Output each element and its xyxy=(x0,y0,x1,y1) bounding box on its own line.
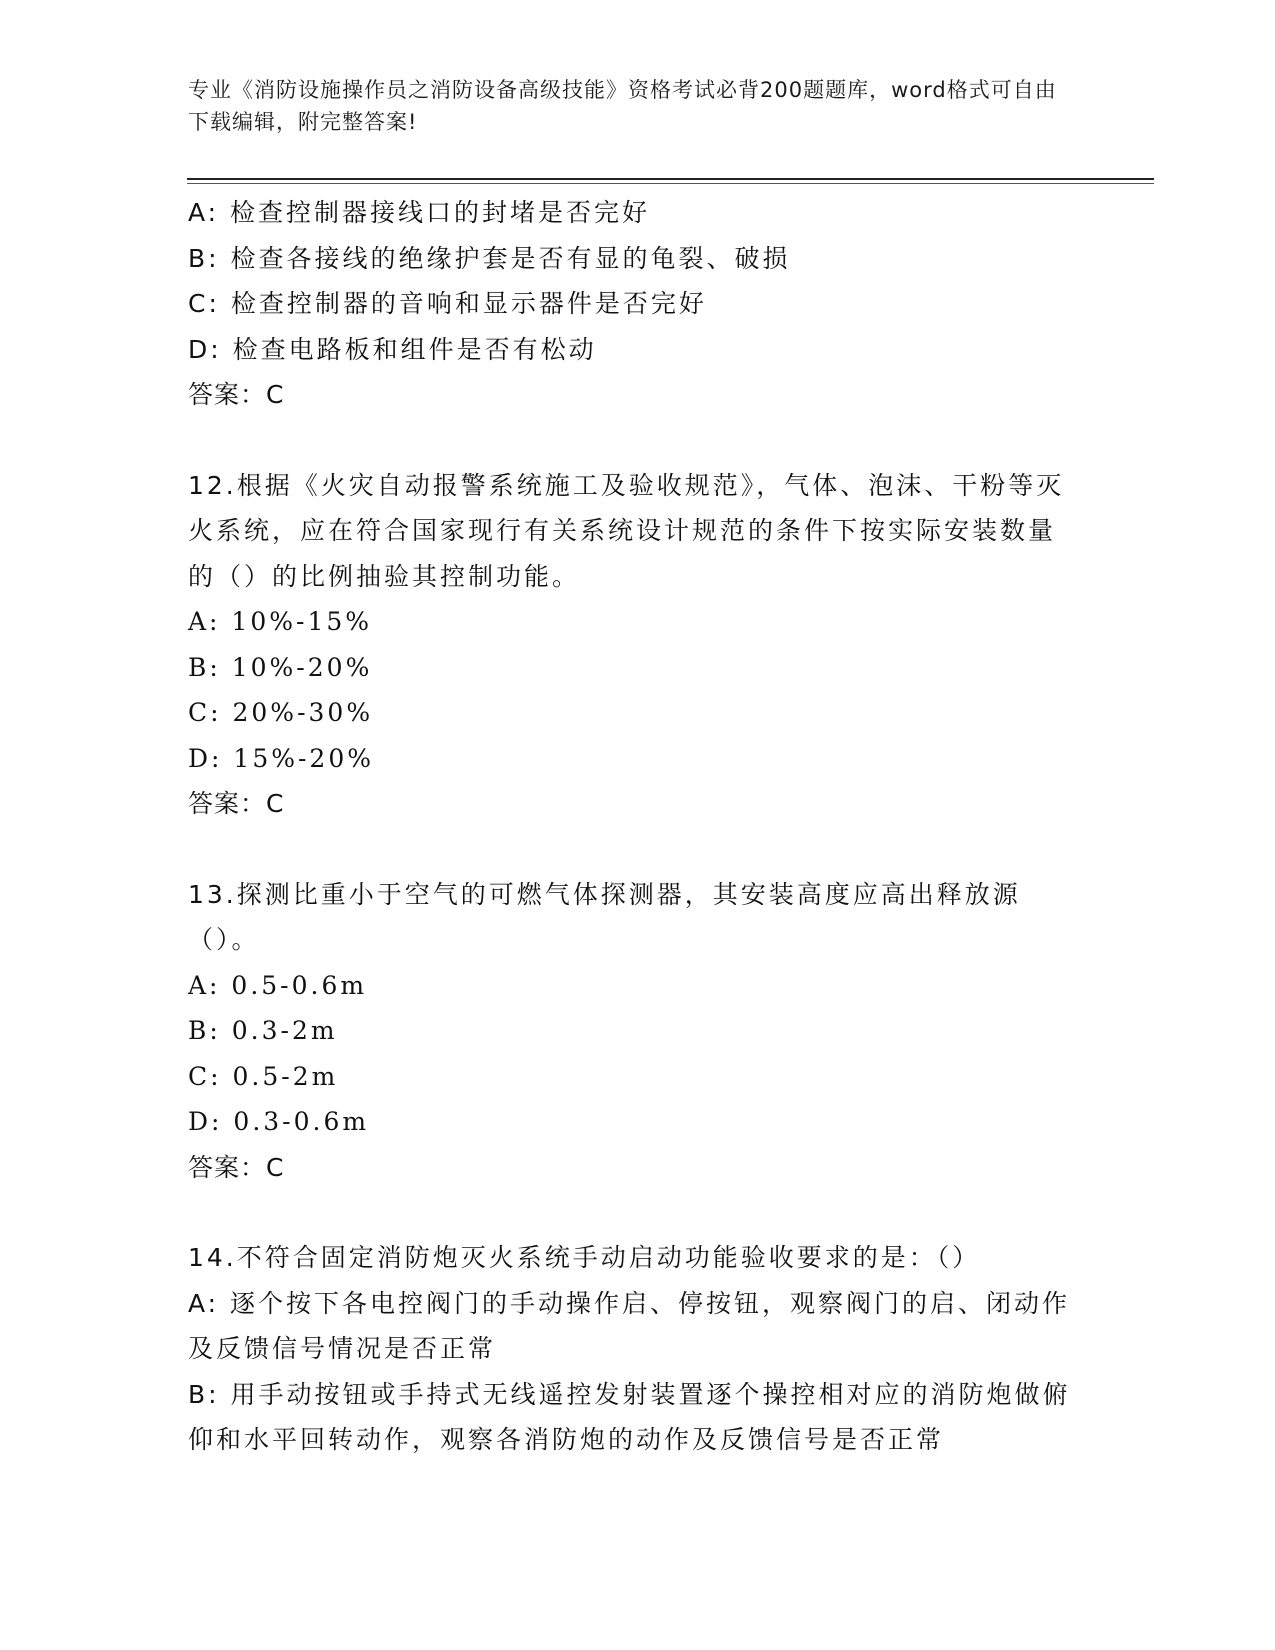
header-rule-thick xyxy=(187,178,1154,180)
option-c: C: 20%-30% xyxy=(188,698,374,727)
question-text: 13.探测比重小于空气的可燃气体探测器，其安装高度应高出释放源（）。 xyxy=(188,879,1021,954)
option-c: C: 检查控制器的音响和显示器件是否完好 xyxy=(188,289,707,318)
option-d: D: 0.3-0.6m xyxy=(188,1107,370,1136)
question-block-14 xyxy=(188,1235,1078,1463)
option-a: A: 0.5-0.6m xyxy=(188,970,368,1000)
block-gap xyxy=(188,418,1078,463)
header-rule-thin xyxy=(187,183,1154,184)
question-block-13 xyxy=(188,872,1078,1191)
block-gap xyxy=(188,827,1078,872)
question-list xyxy=(188,190,1078,1463)
question-text: 14.不符合固定消防炮灭火系统手动启动功能验收要求的是：（） xyxy=(188,1243,981,1272)
question-text: 12.根据《火灾自动报警系统施工及验收规范》，气体、泡沫、干粉等灭火系统，应在符合国家现行有关系统设计规范的条件下按实际安装数量的（）的比例抽验其控制功能。 xyxy=(188,470,1065,591)
option-a: A: 逐个按下各电控阀门的手动操作启、停按钮，观察阀门的启、闭动作及反馈信号情况是否正常 xyxy=(188,1288,1071,1363)
answer-line: 答案：C xyxy=(188,380,285,409)
option-a: A: 检查控制器接线口的封堵是否完好 xyxy=(188,198,651,227)
answer-line: 答案：C xyxy=(188,789,285,818)
block-gap xyxy=(188,1190,1078,1235)
option-d: D: 15%-20% xyxy=(188,743,374,773)
document-header: 专业《消防设施操作员之消防设备高级技能》资格考试必背200题题库，word格式可自由下载编辑，附完整答案! xyxy=(188,78,1057,134)
option-b: B: 0.3-2m xyxy=(188,1016,338,1045)
answer-line: 答案：C xyxy=(188,1152,285,1182)
option-b: B: 10%-20% xyxy=(188,652,373,682)
option-c: C: 0.5-2m xyxy=(188,1061,339,1091)
question-block-11 xyxy=(188,190,1078,418)
option-b: B: 用手动按钮或手持式无线遥控发射装置逐个操控相对应的消防炮做俯仰和水平回转动作，观察各消防炮的动作及反馈信号是否正常 xyxy=(188,1379,1071,1454)
option-d: D: 检查电路板和组件是否有松动 xyxy=(188,334,597,364)
option-b: B: 检查各接线的绝缘护套是否有显的龟裂、破损 xyxy=(188,243,791,273)
option-a: A: 10%-15% xyxy=(188,607,373,636)
question-block-12 xyxy=(188,463,1078,827)
